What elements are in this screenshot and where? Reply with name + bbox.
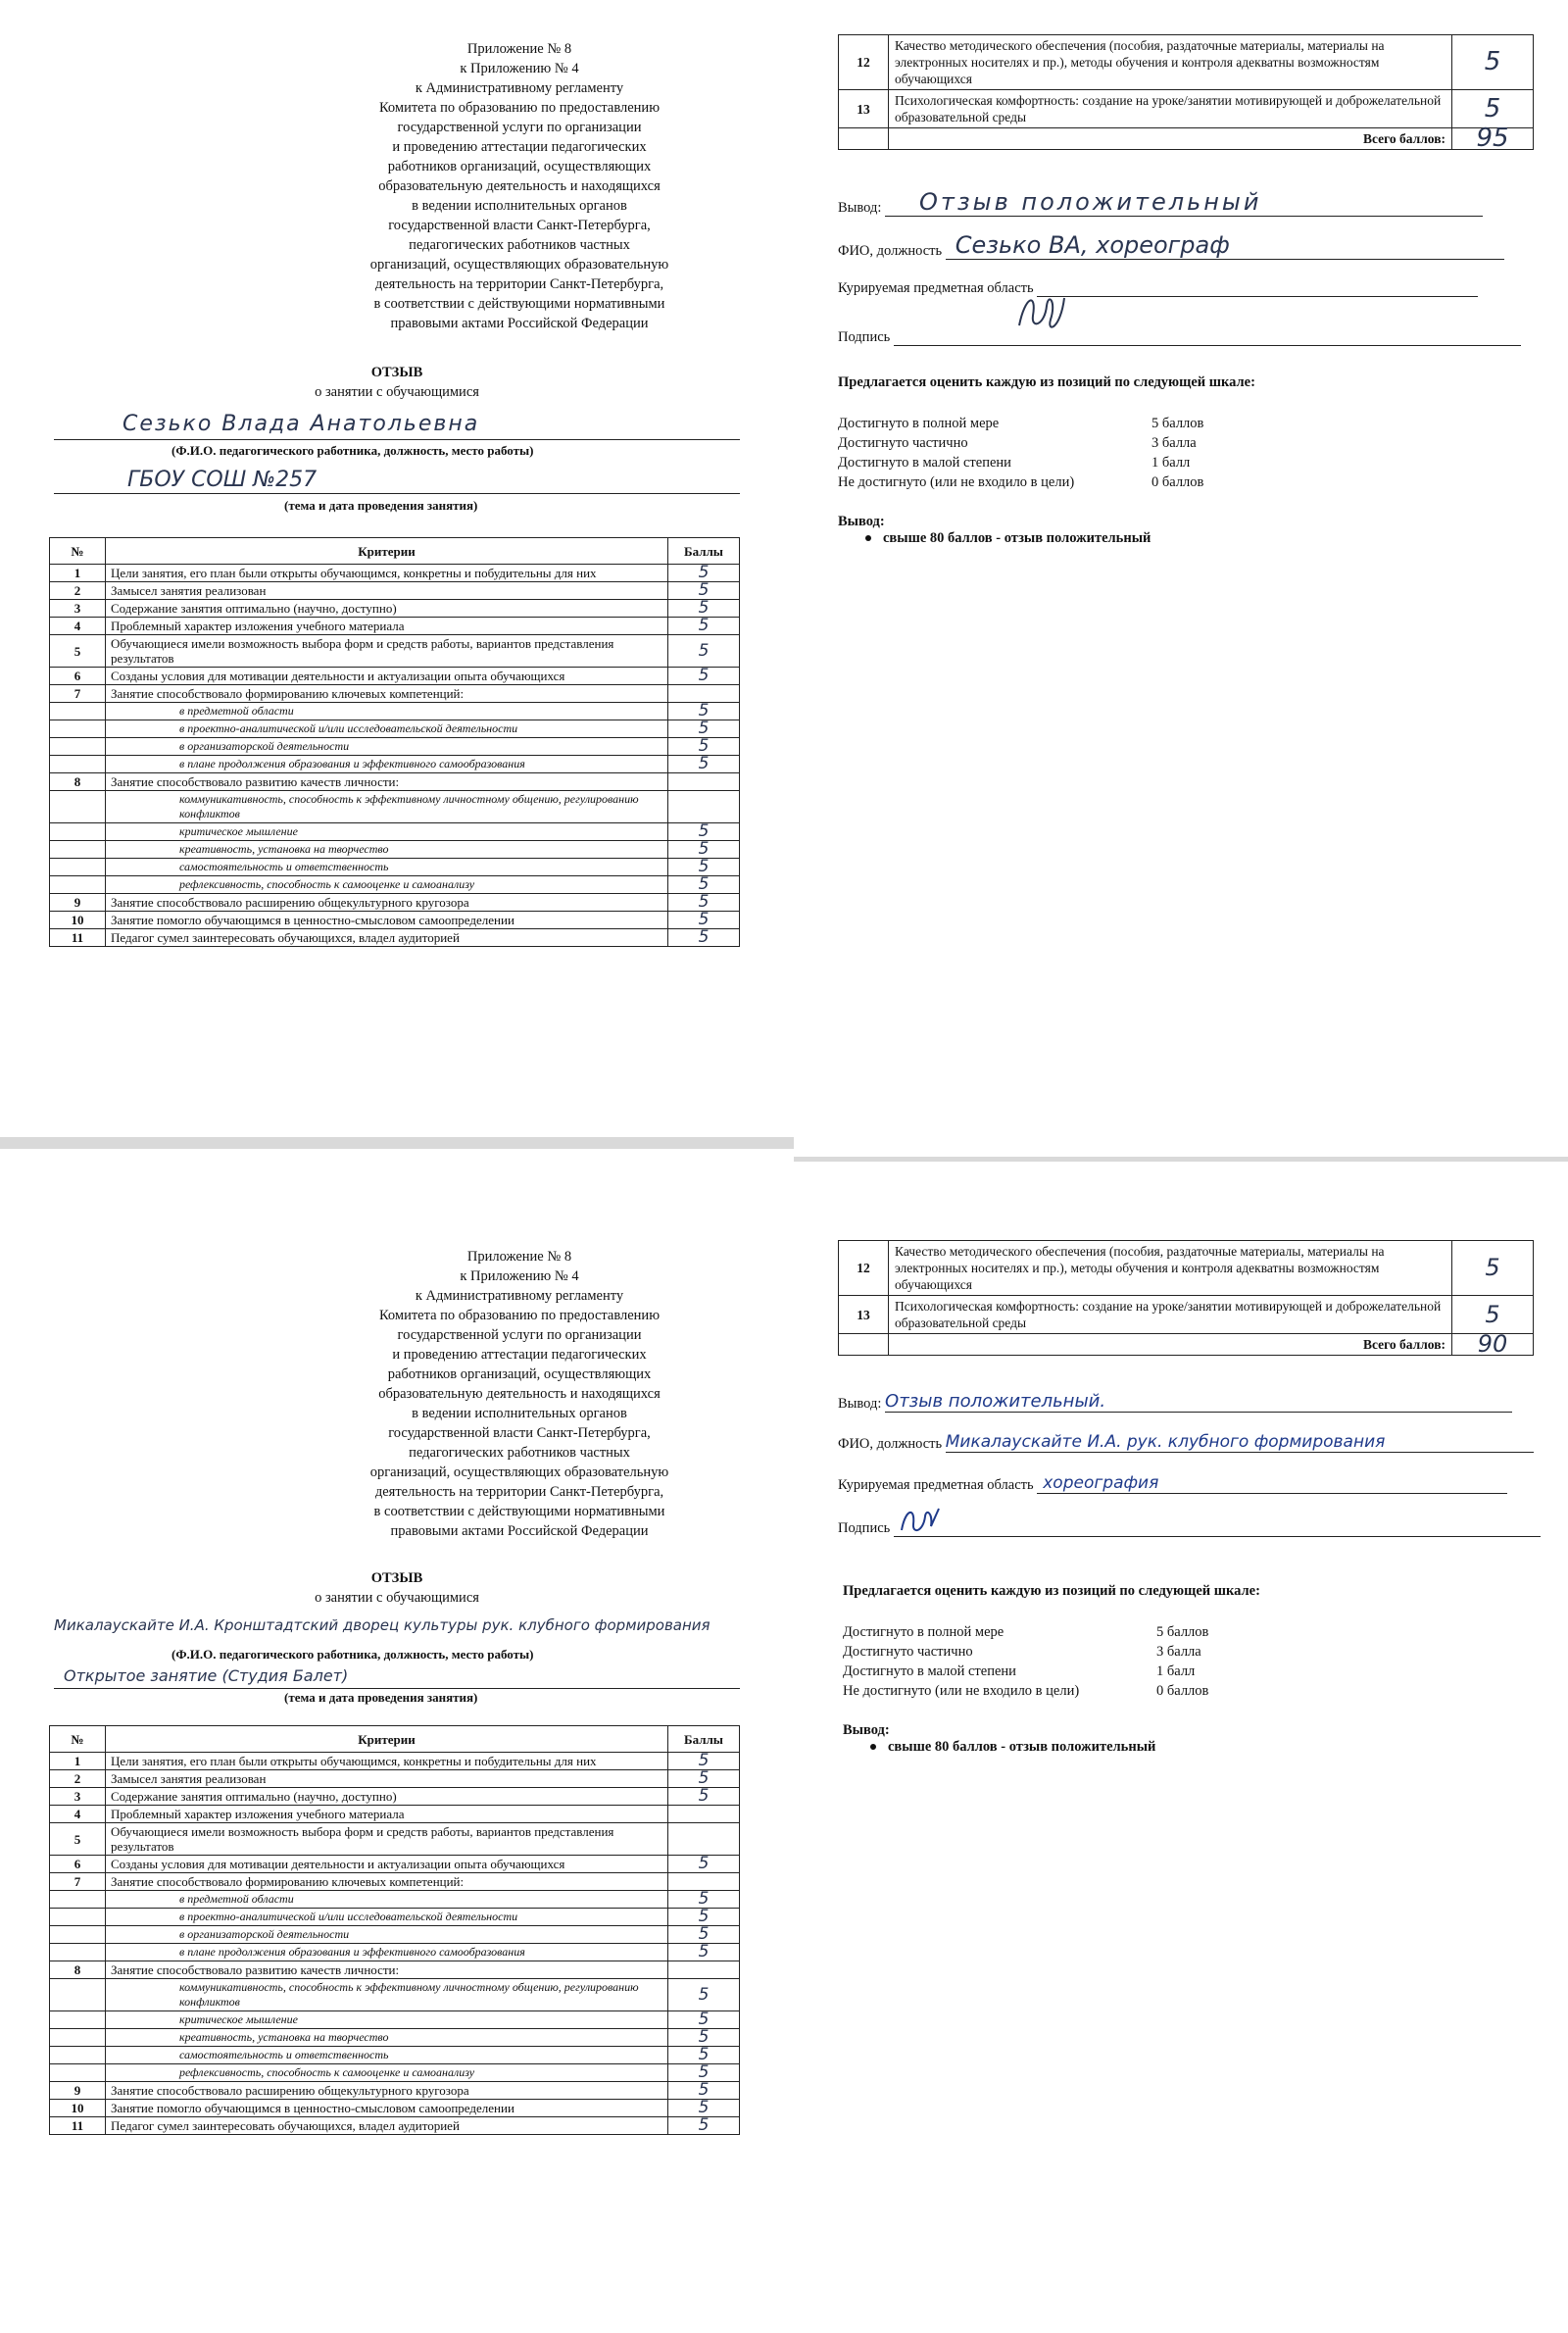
criterion-text: Занятие способствовало развитию качеств личности: <box>106 1961 668 1979</box>
appendix-line: государственной услуги по организации <box>397 120 642 135</box>
score-cell: 5 <box>668 720 740 738</box>
appendix-line: и проведению аттестации педагогических <box>392 1347 647 1363</box>
criterion-text: креативность, установка на творчество <box>106 841 668 859</box>
conclusion-row: Вывод: Отзыв положительный <box>838 188 1483 217</box>
criterion-text: коммуникативность, способность к эффективному личностному общению, регулированию конфликтов <box>106 1979 668 2011</box>
criterion-text: Занятие способствовало формированию ключевых компетенций: <box>106 685 668 703</box>
appendix-header <box>304 1247 735 1541</box>
reviewer-row: ФИО, должность Микалаускайте И.А. рук. клубного формирования <box>838 1432 1534 1453</box>
row-number: 6 <box>50 1856 106 1873</box>
result-block: Вывод: свыше 80 баллов - отзыв положительный <box>838 514 1152 546</box>
score-cell: 5 <box>668 635 740 668</box>
row-number <box>50 1891 106 1909</box>
criterion-text: Педагог сумел заинтересовать обучающихся, владел аудиторией <box>106 929 668 947</box>
fio-caption: (Ф.И.О. педагогического работника, должность, место работы) <box>172 1647 534 1662</box>
criterion-text: Созданы условия для мотивации деятельности и актуализации опыта обучающихся <box>106 668 668 685</box>
appendix-line: государственной услуги по организации <box>397 1327 642 1343</box>
score-cell <box>668 1823 740 1856</box>
scale-label: Не достигнуто (или не входило в цели) <box>843 1683 1080 1699</box>
score-cell: 5 <box>668 859 740 876</box>
criterion-text: Занятие способствовало развитию качеств личности: <box>106 773 668 791</box>
criterion-text: рефлексивность, способность к самооценке и самоанализу <box>106 876 668 894</box>
signature-image <box>896 1503 945 1538</box>
row-number <box>50 2047 106 2064</box>
table-row <box>50 1909 740 1926</box>
appendix-line: правовыми актами Российской Федерации <box>390 1523 649 1539</box>
row-number <box>50 823 106 841</box>
score-cell: 5 <box>668 2011 740 2029</box>
score-cell <box>668 685 740 703</box>
review2-sheet-back <box>794 1162 1568 2333</box>
score-cell: 5 <box>668 1909 740 1926</box>
row-number <box>50 876 106 894</box>
criterion-text: критическое мышление <box>106 823 668 841</box>
row-number: 11 <box>50 929 106 947</box>
row-number <box>50 791 106 823</box>
row-number <box>50 1979 106 2011</box>
row-number: 9 <box>50 2082 106 2100</box>
col-num: № <box>50 1726 106 1753</box>
table-row <box>50 1926 740 1944</box>
scale-points: 5 баллов <box>1156 1624 1209 1640</box>
score-cell <box>668 1873 740 1891</box>
score-cell: 5 <box>668 823 740 841</box>
table-row <box>50 2082 740 2100</box>
scale-points: 3 балла <box>1152 435 1197 451</box>
row-number <box>50 720 106 738</box>
criterion-text: Проблемный характер изложения учебного материала <box>106 618 668 635</box>
appendix-line: к Приложению № 4 <box>460 1268 579 1284</box>
score-cell <box>668 791 740 823</box>
appendix-line: педагогических работников частных <box>409 237 630 253</box>
criterion-text: Занятие помогло обучающимся в ценностно-смысловом самоопределении <box>106 912 668 929</box>
scale-intro: Предлагается оценить каждую из позиций по следующей шкале: <box>843 1583 1260 1599</box>
lesson-topic-line: ГБОУ СОШ №257 <box>54 466 740 494</box>
row-number <box>50 1926 106 1944</box>
appendix-line: педагогических работников частных <box>409 1445 630 1461</box>
topic-caption: (тема и дата проведения занятия) <box>284 498 478 513</box>
scale-points: 0 баллов <box>1152 474 1204 490</box>
table-row <box>50 2011 740 2029</box>
criterion-text: Обучающиеся имели возможность выбора форм и средств работы, вариантов представления результатов <box>106 1823 668 1856</box>
row-number <box>50 738 106 756</box>
scale-item <box>838 453 1328 472</box>
score-cell: 5 <box>668 894 740 912</box>
row-number: 5 <box>50 635 106 668</box>
table-row <box>50 859 740 876</box>
row-number <box>50 2064 106 2082</box>
table-row <box>50 565 740 582</box>
scale-label: Достигнуто в полной мере <box>843 1624 1004 1640</box>
appendix-line: в ведении исполнительных органов <box>412 1406 627 1421</box>
scale-label: Достигнуто частично <box>838 435 968 451</box>
criterion-text: Проблемный характер изложения учебного материала <box>106 1806 668 1823</box>
row-number: 5 <box>50 1823 106 1856</box>
total-score: 90 <box>1452 1334 1534 1356</box>
conclusion-row: Вывод: Отзыв положительный. <box>838 1391 1512 1413</box>
appendix-line: образовательную деятельность и находящихся <box>378 178 661 194</box>
criterion-text: коммуникативность, способность к эффективному личностному общению, регулированию конфликтов <box>106 791 668 823</box>
score-cell: 5 <box>668 565 740 582</box>
score-cell: 5 <box>668 756 740 773</box>
criterion-text: в организаторской деятельности <box>106 738 668 756</box>
criterion-text: Обучающиеся имели возможность выбора форм и средств работы, вариантов представления результатов <box>106 635 668 668</box>
document-title: ОТЗЫВ о занятии с обучающимися <box>315 1570 479 1606</box>
document-title: ОТЗЫВ о занятии с обучающимися <box>315 365 479 400</box>
table-row <box>50 635 740 668</box>
col-score: Баллы <box>668 538 740 565</box>
row-number <box>50 2029 106 2047</box>
table-row <box>50 2064 740 2082</box>
criterion-text: Занятие помогло обучающимся в ценностно-смысловом самоопределении <box>106 2100 668 2117</box>
table-row <box>50 720 740 738</box>
score-cell: 5 <box>1452 1296 1534 1334</box>
scale-label: Достигнуто в малой степени <box>843 1663 1016 1679</box>
score-cell: 5 <box>668 2082 740 2100</box>
review1-sheet-front <box>0 0 794 1137</box>
criterion-text: в проектно-аналитической и/или исследовательской деятельности <box>106 720 668 738</box>
table-row <box>50 773 740 791</box>
teacher-fio-line: Микалаускайте И.А. Кронштадтский дворец культуры рук. клубного формирования <box>54 1616 710 1634</box>
criterion-text: Занятие способствовало формированию ключевых компетенций: <box>106 1873 668 1891</box>
criterion-text: рефлексивность, способность к самооценке и самоанализу <box>106 2064 668 2082</box>
scale-label: Достигнуто частично <box>843 1644 973 1660</box>
table-row <box>50 2100 740 2117</box>
table-row <box>50 929 740 947</box>
appendix-line: Комитета по образованию по предоставлению <box>378 100 661 116</box>
appendix-line: образовательную деятельность и находящихся <box>378 1386 661 1402</box>
table-row <box>50 1891 740 1909</box>
row-number: 2 <box>50 582 106 600</box>
criteria-table-continued <box>838 1240 1534 1356</box>
appendix-line: в соответствии с действующими нормативными <box>373 296 665 312</box>
score-cell <box>668 1806 740 1823</box>
appendix-line: в ведении исполнительных органов <box>412 198 627 214</box>
fio-caption: (Ф.И.О. педагогического работника, должность, место работы) <box>172 443 534 458</box>
total-row: Всего баллов: 95 <box>839 128 1534 150</box>
appendix-line: организаций, осуществляющих образовательную <box>369 1464 669 1480</box>
table-row <box>50 2117 740 2135</box>
col-num: № <box>50 538 106 565</box>
score-cell: 5 <box>668 1891 740 1909</box>
table-row <box>50 1856 740 1873</box>
scale-points: 0 баллов <box>1156 1683 1209 1699</box>
table-row <box>50 791 740 823</box>
appendix-line: Приложение № 8 <box>466 41 572 57</box>
review2-sheet-front <box>0 1149 794 2333</box>
row-number <box>50 1909 106 1926</box>
appendix-line: государственной власти Санкт-Петербурга, <box>388 1425 651 1441</box>
criterion-text: критическое мышление <box>106 2011 668 2029</box>
criterion-text: Занятие способствовало расширению общекультурного кругозора <box>106 2082 668 2100</box>
total-row: Всего баллов: 90 <box>839 1334 1534 1356</box>
table-row <box>50 703 740 720</box>
appendix-line: Приложение № 8 <box>466 1249 572 1265</box>
criterion-text: Цели занятия, его план были открыты обучающимся, конкретны и побудительны для них <box>106 565 668 582</box>
row-number: 7 <box>50 685 106 703</box>
table-row: 13 Психологическая комфортность: создание на уроке/занятии мотивирующей и доброжелательной образовательной среды 5 <box>839 90 1534 128</box>
row-number: 8 <box>50 773 106 791</box>
score-cell: 5 <box>668 582 740 600</box>
criterion-text: самостоятельность и ответственность <box>106 859 668 876</box>
scale-points: 1 балл <box>1152 455 1191 471</box>
score-cell <box>668 1961 740 1979</box>
topic-caption: (тема и дата проведения занятия) <box>284 1690 478 1705</box>
row-number <box>50 859 106 876</box>
score-cell: 5 <box>668 668 740 685</box>
score-cell <box>668 773 740 791</box>
scale-points: 3 балла <box>1156 1644 1201 1660</box>
criteria-table <box>49 537 740 947</box>
table-row <box>50 618 740 635</box>
score-cell: 5 <box>668 841 740 859</box>
scale-item <box>843 1622 1333 1642</box>
criterion-text: Замысел занятия реализован <box>106 582 668 600</box>
scale-list <box>843 1622 1333 1703</box>
row-number <box>50 703 106 720</box>
score-cell: 5 <box>668 2047 740 2064</box>
signature-row: Подпись <box>838 1514 1541 1537</box>
table-row <box>50 841 740 859</box>
score-cell: 5 <box>668 738 740 756</box>
appendix-header <box>304 39 735 333</box>
score-cell: 5 <box>668 703 740 720</box>
row-number: 8 <box>50 1961 106 1979</box>
appendix-line: и проведению аттестации педагогических <box>392 139 647 155</box>
table-row <box>50 1823 740 1856</box>
table-row <box>50 2029 740 2047</box>
table-row <box>50 894 740 912</box>
table-row <box>50 912 740 929</box>
score-cell: 5 <box>668 2064 740 2082</box>
scale-label: Достигнуто в полной мере <box>838 416 1000 431</box>
scale-item <box>843 1681 1333 1701</box>
criterion-text: Содержание занятия оптимально (научно, доступно) <box>106 600 668 618</box>
subject-row: Курируемая предметная область хореография <box>838 1473 1507 1494</box>
col-criteria: Критерии <box>106 1726 668 1753</box>
table-row: 12 Качество методического обеспечения (пособия, раздаточные материалы, материалы на электронных носителях и пр.), методы обучения и контроля адекватны возможностям обучающихся 5 <box>839 35 1534 90</box>
criterion-text: в проектно-аналитической и/или исследовательской деятельности <box>106 1909 668 1926</box>
criteria-table <box>49 1725 740 2135</box>
row-number: 3 <box>50 1788 106 1806</box>
score-cell: 5 <box>668 1926 740 1944</box>
criterion-text: Занятие способствовало расширению общекультурного кругозора <box>106 894 668 912</box>
result-block: Вывод: свыше 80 баллов - отзыв положительный <box>843 1722 1156 1755</box>
criteria-table-continued <box>838 34 1534 153</box>
scale-points: 1 балл <box>1156 1663 1196 1679</box>
criterion-text: в предметной области <box>106 703 668 720</box>
col-score: Баллы <box>668 1726 740 1753</box>
score-cell: 5 <box>668 1788 740 1806</box>
row-number: 10 <box>50 2100 106 2117</box>
table-row <box>50 1788 740 1806</box>
row-number: 10 <box>50 912 106 929</box>
score-cell: 5 <box>668 929 740 947</box>
score-cell: 5 <box>668 618 740 635</box>
scale-intro: Предлагается оценить каждую из позиций по следующей шкале: <box>838 374 1255 390</box>
appendix-line: к Административному регламенту <box>415 80 624 96</box>
row-number: 7 <box>50 1873 106 1891</box>
row-number: 11 <box>50 2117 106 2135</box>
appendix-line: государственной власти Санкт-Петербурга, <box>388 218 651 233</box>
table-row: 12 Качество методического обеспечения (пособия, раздаточные материалы, материалы на электронных носителях и пр.), методы обучения и контроля адекватны возможностям обучающихся 5 <box>839 1241 1534 1296</box>
row-number: 9 <box>50 894 106 912</box>
score-cell: 5 <box>668 2029 740 2047</box>
row-number: 4 <box>50 618 106 635</box>
criterion-text: Созданы условия для мотивации деятельности и актуализации опыта обучающихся <box>106 1856 668 1873</box>
appendix-line: деятельность на территории Санкт-Петербурга, <box>374 276 664 292</box>
signature-image <box>1011 286 1070 341</box>
appendix-line: организаций, осуществляющих образовательную <box>369 257 669 273</box>
scale-item <box>838 433 1328 453</box>
appendix-line: деятельность на территории Санкт-Петербурга, <box>374 1484 664 1500</box>
row-number: 3 <box>50 600 106 618</box>
scale-item <box>838 414 1328 433</box>
criterion-text: в плане продолжения образования и эффективного самообразования <box>106 756 668 773</box>
row-number <box>50 841 106 859</box>
score-cell: 5 <box>668 2100 740 2117</box>
score-cell: 5 <box>668 600 740 618</box>
criterion-text: Замысел занятия реализован <box>106 1770 668 1788</box>
row-number: 4 <box>50 1806 106 1823</box>
score-cell: 5 <box>1452 90 1534 128</box>
appendix-line: к Административному регламенту <box>415 1288 624 1304</box>
total-score: 95 <box>1452 128 1534 150</box>
criterion-text: в организаторской деятельности <box>106 1926 668 1944</box>
table-row <box>50 2047 740 2064</box>
score-cell: 5 <box>668 1856 740 1873</box>
table-row <box>50 1979 740 2011</box>
table-row <box>50 1944 740 1961</box>
table-row: 13 Психологическая комфортность: создание на уроке/занятии мотивирующей и доброжелательной образовательной среды 5 <box>839 1296 1534 1334</box>
table-row <box>50 685 740 703</box>
table-row <box>50 1961 740 1979</box>
table-row <box>50 1873 740 1891</box>
table-row <box>50 582 740 600</box>
col-criteria: Критерии <box>106 538 668 565</box>
signature-row: Подпись <box>838 316 1521 346</box>
appendix-line: работников организаций, осуществляющих <box>387 1366 652 1382</box>
score-cell: 5 <box>668 2117 740 2135</box>
subject-row: Курируемая предметная область <box>838 278 1478 297</box>
scale-label: Достигнуто в малой степени <box>838 455 1011 471</box>
scale-list <box>838 414 1328 494</box>
reviewer-row: ФИО, должность Сезько ВА, хореограф <box>838 231 1504 260</box>
score-cell: 5 <box>668 912 740 929</box>
table-row <box>50 1770 740 1788</box>
scale-label: Не достигнуто (или не входило в цели) <box>838 474 1075 490</box>
criterion-text: в плане продолжения образования и эффективного самообразования <box>106 1944 668 1961</box>
row-number: 1 <box>50 1753 106 1770</box>
score-cell: 5 <box>668 1944 740 1961</box>
appendix-line: к Приложению № 4 <box>460 61 579 76</box>
teacher-fio-line: Сезько Влада Анатольевна <box>54 412 740 440</box>
scale-item <box>843 1642 1333 1662</box>
row-number: 1 <box>50 565 106 582</box>
scale-item <box>838 472 1328 492</box>
table-row <box>50 823 740 841</box>
table-row <box>50 600 740 618</box>
score-cell: 5 <box>1452 1241 1534 1296</box>
criterion-text: самостоятельность и ответственность <box>106 2047 668 2064</box>
criterion-text: в предметной области <box>106 1891 668 1909</box>
row-number <box>50 1944 106 1961</box>
criterion-text: Цели занятия, его план были открыты обучающимся, конкретны и побудительны для них <box>106 1753 668 1770</box>
table-row <box>50 668 740 685</box>
criterion-text: Содержание занятия оптимально (научно, доступно) <box>106 1788 668 1806</box>
criterion-text: креативность, установка на творчество <box>106 2029 668 2047</box>
scale-points: 5 баллов <box>1152 416 1204 431</box>
scale-item <box>843 1662 1333 1681</box>
row-number: 2 <box>50 1770 106 1788</box>
row-number: 6 <box>50 668 106 685</box>
appendix-line: Комитета по образованию по предоставлению <box>378 1308 661 1323</box>
score-cell: 5 <box>668 876 740 894</box>
appendix-line: правовыми актами Российской Федерации <box>390 316 649 331</box>
appendix-line: в соответствии с действующими нормативными <box>373 1504 665 1519</box>
table-row <box>50 876 740 894</box>
table-row <box>50 1806 740 1823</box>
table-row <box>50 738 740 756</box>
score-cell: 5 <box>668 1770 740 1788</box>
review1-sheet-back <box>794 0 1568 1157</box>
row-number <box>50 2011 106 2029</box>
table-row <box>50 756 740 773</box>
score-cell: 5 <box>1452 35 1534 90</box>
lesson-topic-line: Открытое занятие (Студия Балет) <box>54 1661 740 1689</box>
score-cell: 5 <box>668 1979 740 2011</box>
appendix-line: работников организаций, осуществляющих <box>387 159 652 174</box>
table-row <box>50 1753 740 1770</box>
row-number <box>50 756 106 773</box>
score-cell: 5 <box>668 1753 740 1770</box>
criterion-text: Педагог сумел заинтересовать обучающихся, владел аудиторией <box>106 2117 668 2135</box>
